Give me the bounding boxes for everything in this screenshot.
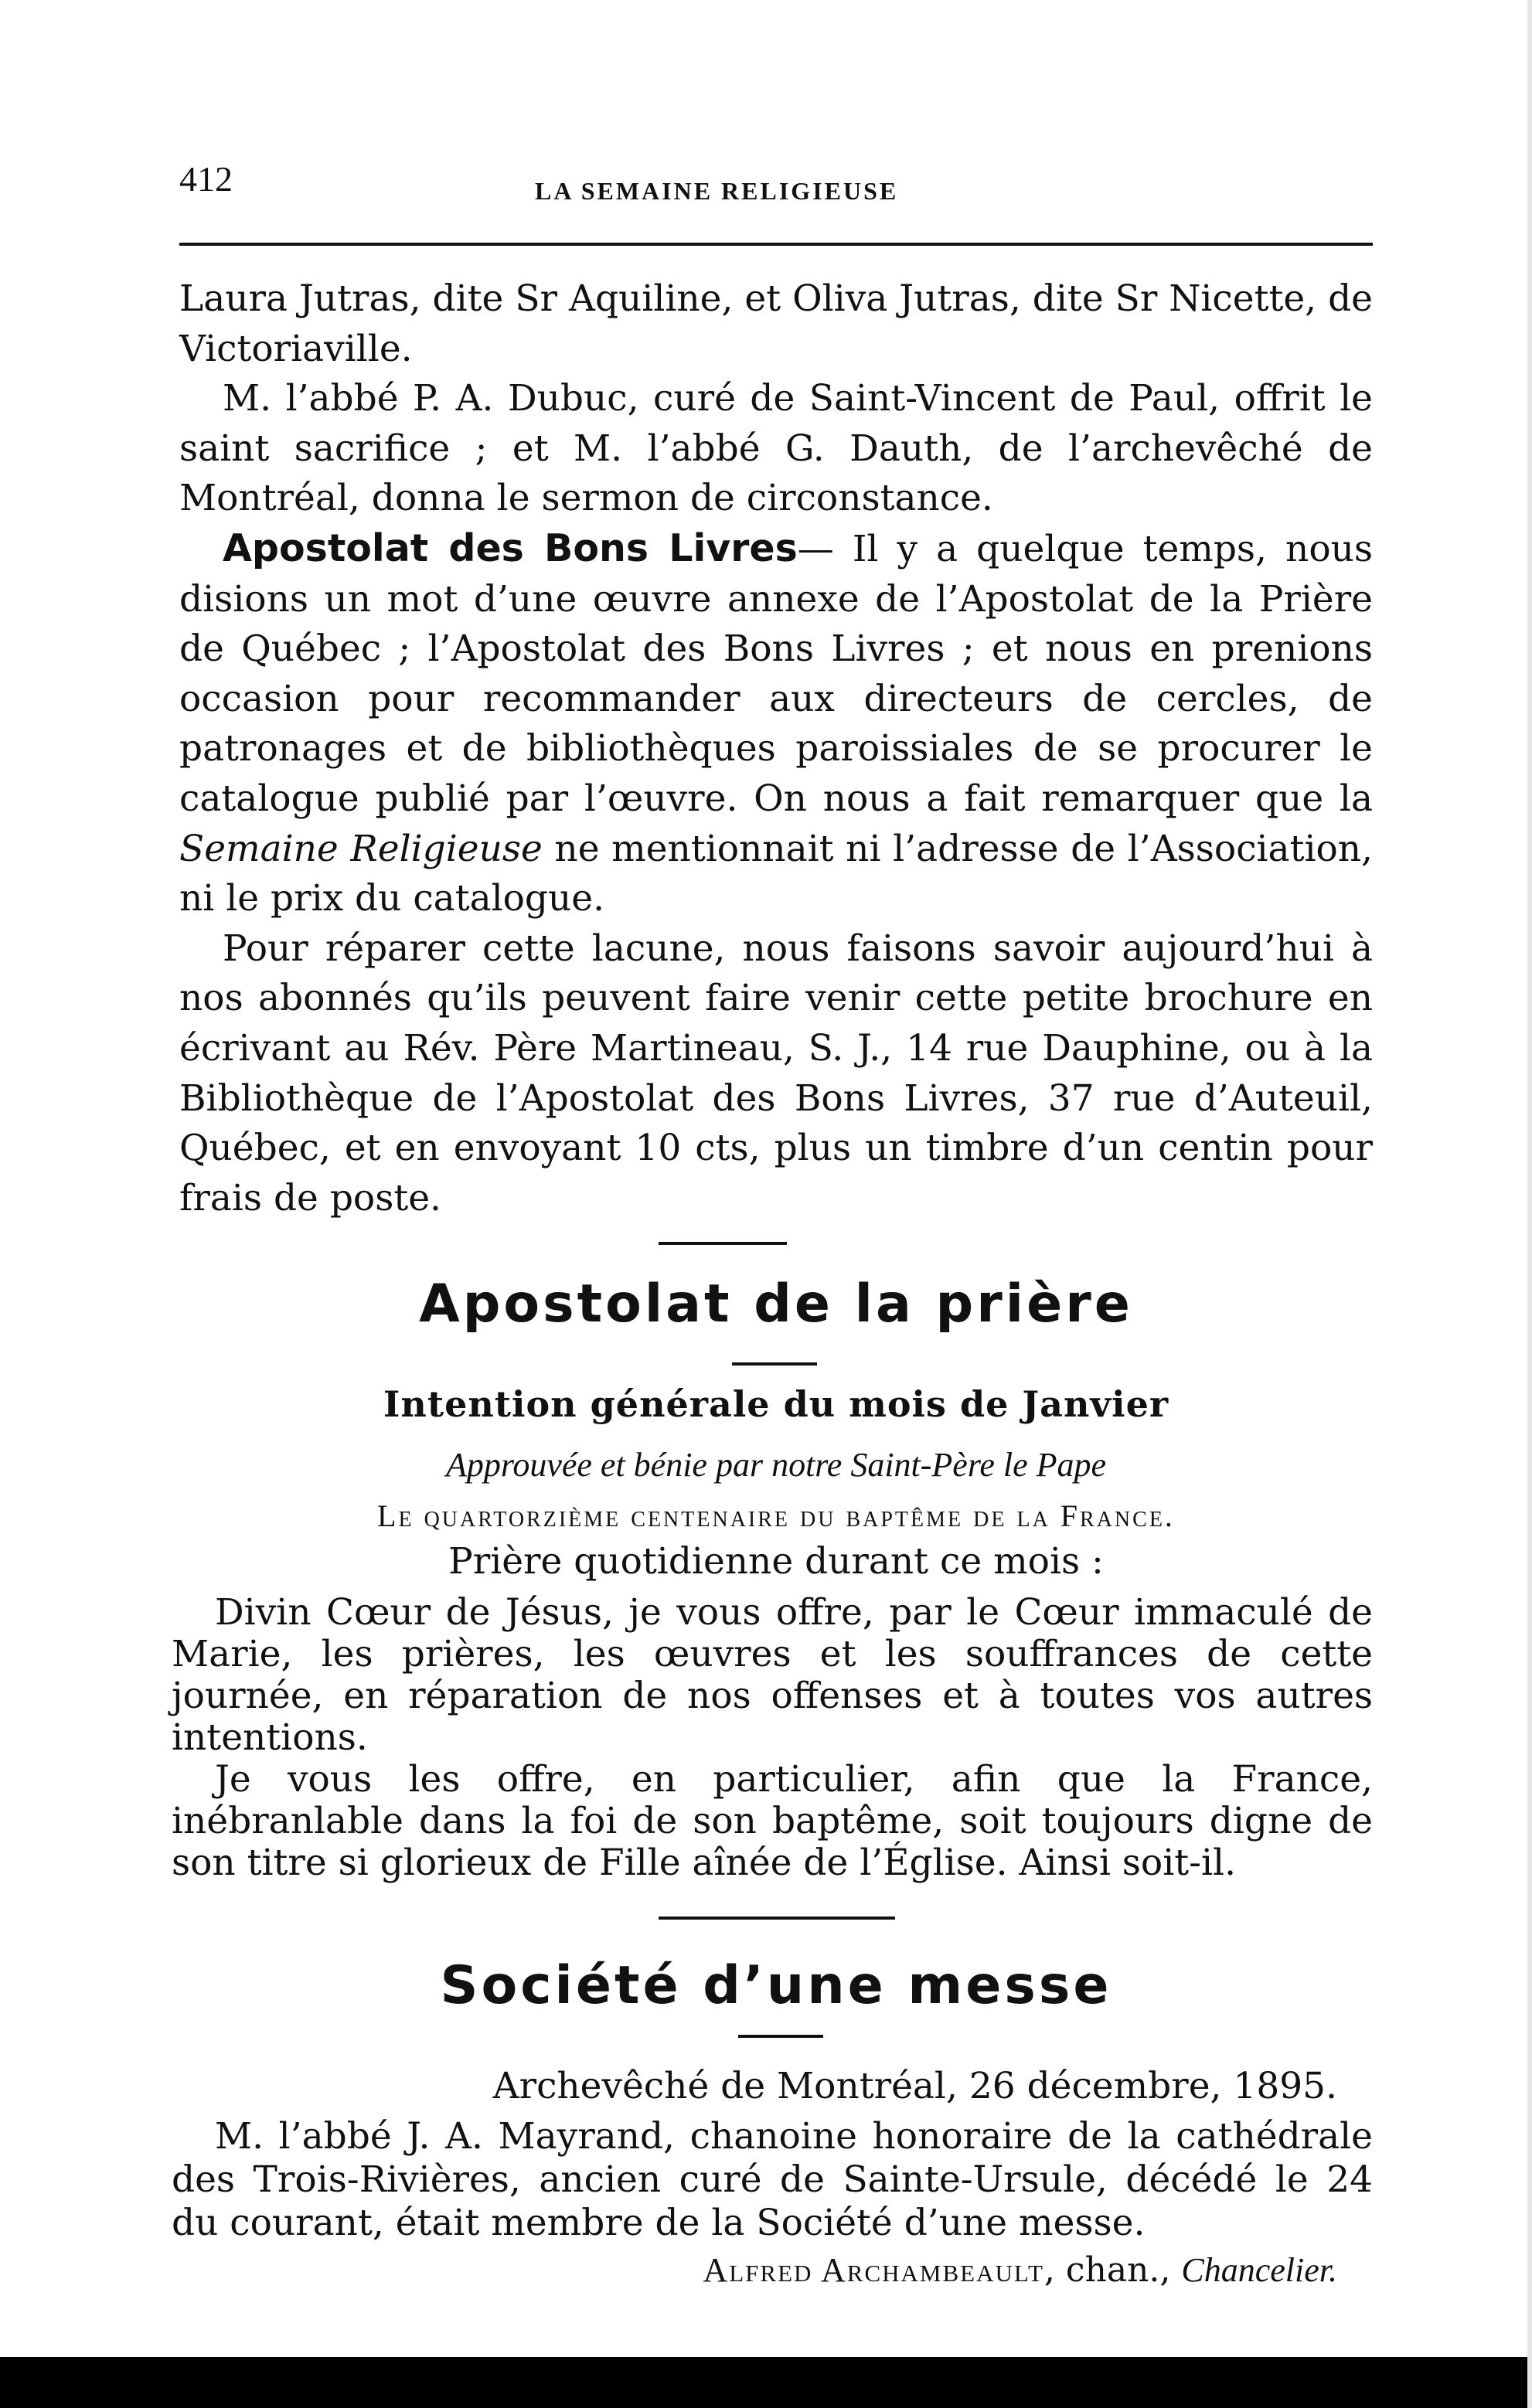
prayer-paragraph: Divin Cœur de Jésus, je vous offre, par le Cœur immaculé de Marie, les prières, les œuvres et les souffrances de cette journée, en réparation de nos offenses et à toutes vos autres intentions. xyxy=(172,1591,1373,1759)
header-rule xyxy=(179,243,1373,246)
article-body xyxy=(179,274,1373,1223)
daily-prayer-title: Prière quotidienne durant ce mois : xyxy=(448,1540,1104,1583)
intention-title: Intention générale du mois de Janvier xyxy=(383,1383,1169,1425)
section-divider xyxy=(659,1242,787,1245)
heading-underline xyxy=(732,1362,817,1366)
paragraph: Pour réparer cette lacune, nous faisons savoir aujourd’hui à nos abonnés qu’ils peuvent faire venir cette petite brochure en écrivant au Rév. Père Martineau, S. J., 14 rue Dauphine, ou à la Bibliothèque de l’Apostolat des Bons Livres, 37 rue d’Auteuil, Québec, et en envoyant 10 cts, plus un timbre d’un centin pour frais de poste. xyxy=(179,927,1373,1219)
dateline: Archevêché de Montréal, 26 décembre, 1895. xyxy=(492,2065,1337,2107)
section-heading-apostolat: Apostolat de la prière xyxy=(419,1274,1133,1335)
intention-subject: Le quartorzième centenaire du baptême de la France. xyxy=(377,1498,1175,1533)
heading-underline xyxy=(738,2035,823,2038)
prayer-text xyxy=(172,1592,1373,1884)
section-heading-messe: Société d’une messe xyxy=(440,1955,1112,2016)
signature xyxy=(179,2250,1337,2290)
obituary-notice xyxy=(172,2115,1373,2245)
signatory-rank: , chan., xyxy=(1043,2250,1182,2290)
signatory-title: Chancelier. xyxy=(1181,2251,1337,2289)
notice-paragraph: M. l’abbé J. A. Mayrand, chanoine honoraire de la cathédrale des Trois-Rivières, ancien curé de Sainte-Ursule, décédé le 24 du courant, était membre de la Société d’une messe. xyxy=(172,2115,1373,2244)
paragraph: M. l’abbé P. A. Dubuc, curé de Saint-Vincent de Paul, offrit le saint sacrifice ; et M. l’abbé G. Dauth, de l’archevêché de Montréal, donna le sermon de circonstance. xyxy=(179,377,1373,520)
publication-title: Semaine Religieuse xyxy=(179,827,543,870)
paragraph: Laura Jutras, dite Sr Aquiline, et Oliva Jutras, dite Sr Nicette, de Victoriaville. xyxy=(179,277,1373,370)
section-divider xyxy=(659,1917,895,1920)
approval-line: Approuvée et bénie par notre Saint-Père le Pape xyxy=(445,1446,1107,1484)
paragraph-bons-livres xyxy=(179,524,1373,924)
page-header xyxy=(179,158,1373,213)
signatory-name: Alfred Archambeault xyxy=(703,2251,1044,2289)
prayer-paragraph: Je vous les offre, en particulier, afin que la France, inébranlable dans la foi de son baptême, soit toujours digne de son titre si glorieux de Fille aînée de l’Église. Ainsi soit-il. xyxy=(172,1758,1373,1884)
scan-bottom-border xyxy=(0,2357,1532,2408)
scan-right-edge xyxy=(1527,0,1532,2408)
paragraph-text: — Il y a quelque temps, nous disions un mot d’une œuvre annexe de l’Apostolat de la Prière de Québec ; l’Apostolat des Bons Livres ; et nous en prenions occasion pour recommander aux directeurs de cercles, de patronages et de bibliothèques paroissiales de se procurer le catalogue publié par l’œuvre. On nous a fait remarquer que la xyxy=(179,527,1374,820)
paragraph-text: ne mentionnait ni l’adresse de l’Association, ni le prix du catalogue. xyxy=(179,827,1373,920)
paragraph-lead: Apostolat des Bons Livres xyxy=(223,525,798,570)
page-number: 412 xyxy=(179,159,233,199)
running-title: LA SEMAINE RELIGIEUSE xyxy=(535,177,899,205)
